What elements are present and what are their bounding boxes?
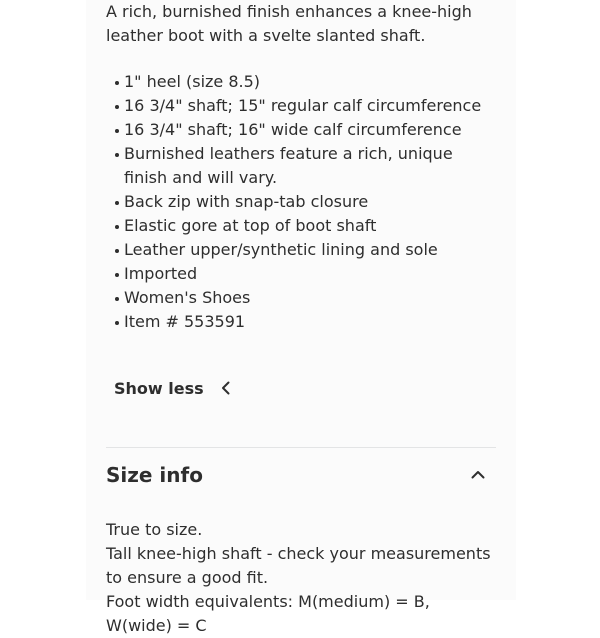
size-info-line: Tall knee-high shaft - check your measurements to ensure a good fit. bbox=[106, 544, 491, 587]
feature-item: 16 3/4" shaft; 15" regular calf circumference bbox=[114, 94, 500, 118]
feature-item: Back zip with snap-tab closure bbox=[114, 190, 500, 214]
feature-item: Leather upper/synthetic lining and sole bbox=[114, 238, 500, 262]
chevron-up-icon[interactable] bbox=[470, 467, 486, 483]
size-info-body bbox=[106, 518, 500, 638]
size-info-line: Foot width equivalents: M(medium) = B, W(wide) = C bbox=[106, 592, 430, 635]
feature-list bbox=[114, 70, 500, 334]
feature-item: Elastic gore at top of boot shaft bbox=[114, 214, 500, 238]
section-divider bbox=[106, 447, 496, 448]
feature-item: 16 3/4" shaft; 16" wide calf circumference bbox=[114, 118, 500, 142]
chevron-left-icon bbox=[218, 380, 234, 396]
description-text: A rich, burnished finish enhances a knee-high leather boot with a svelte slanted shaft. bbox=[106, 2, 472, 45]
size-info-line: True to size. bbox=[106, 520, 203, 539]
feature-item: Imported bbox=[114, 262, 500, 286]
feature-item: Burnished leathers feature a rich, unique finish and will vary. bbox=[114, 142, 500, 190]
feature-item: 1" heel (size 8.5) bbox=[114, 70, 500, 94]
feature-item: Item # 553591 bbox=[114, 310, 500, 334]
feature-item: Women's Shoes bbox=[114, 286, 500, 310]
size-info-title: Size info bbox=[106, 463, 203, 487]
product-description bbox=[106, 0, 500, 48]
size-info-toggle[interactable] bbox=[106, 460, 486, 490]
show-less-button[interactable] bbox=[114, 376, 234, 400]
show-less-label: Show less bbox=[114, 378, 204, 398]
